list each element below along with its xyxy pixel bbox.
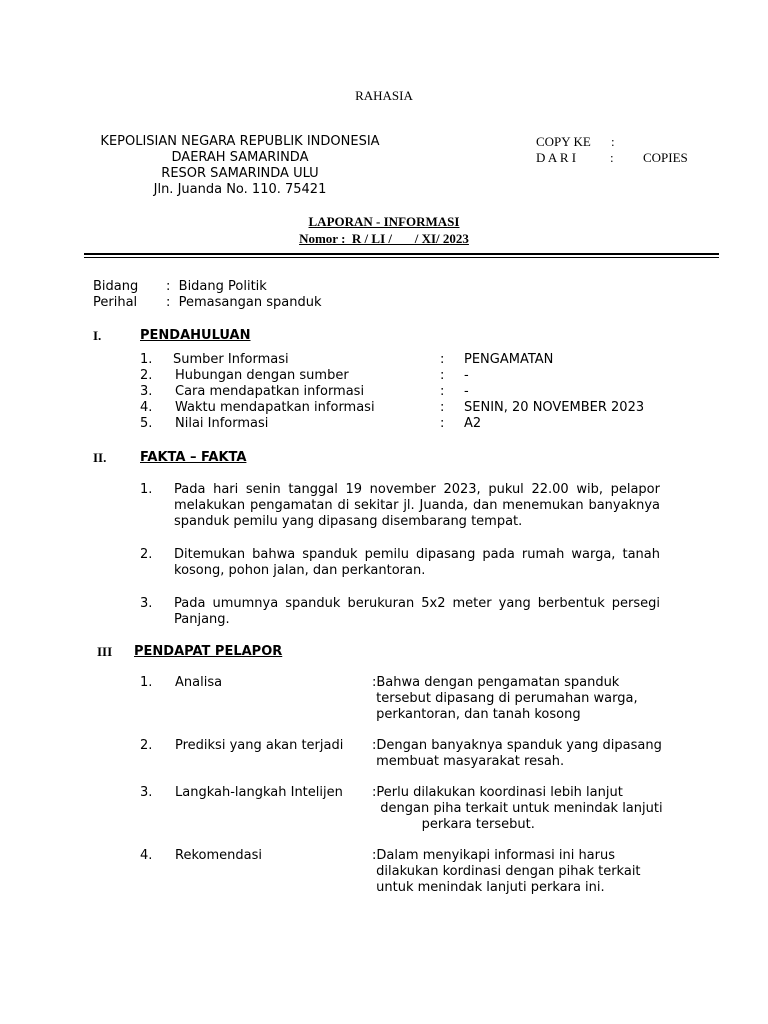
opinion-label: Prediksi yang akan terjadi bbox=[175, 738, 344, 753]
list-item-colon: : bbox=[440, 384, 445, 399]
list-item-number: 1. bbox=[140, 352, 153, 367]
perihal-label: Perihal bbox=[93, 295, 138, 310]
copy-label: COPY KE bbox=[536, 134, 591, 149]
section2-numeral: II. bbox=[93, 450, 107, 465]
opinion-number: 4. bbox=[140, 848, 153, 863]
section1-numeral: I. bbox=[93, 328, 102, 343]
opinion-line: :Dalam menyikapi informasi ini harus bbox=[372, 848, 616, 863]
list-item-colon: : bbox=[440, 416, 445, 431]
opinion-label: Langkah-langkah Intelijen bbox=[175, 785, 343, 800]
opinion-line: untuk menindak lanjuti perkara ini. bbox=[372, 880, 605, 895]
opinion-line: dengan piha terkait untuk menindak lanjuti bbox=[372, 801, 663, 816]
dari-row bbox=[536, 150, 691, 166]
opinion-number: 2. bbox=[140, 738, 153, 753]
list-item-number: 2. bbox=[140, 368, 153, 383]
opinion-number: 3. bbox=[140, 785, 153, 800]
list-item-value: PENGAMATAN bbox=[464, 352, 554, 367]
section1-title: PENDAHULUAN bbox=[140, 328, 251, 343]
fact-text: Pada hari senin tanggal 19 november 2023, pukul 22.00 wib, pelapor melakukan pengamatan di sekitar jl. Juanda, dan menemukan banyaknya spanduk pemilu yang dipasang disembarang tempat. bbox=[174, 482, 660, 529]
opinion-number: 1. bbox=[140, 675, 153, 690]
opinion-line: dilakukan kordinasi dengan pihak terkait bbox=[372, 864, 641, 879]
list-item-colon: : bbox=[440, 352, 445, 367]
bidang-value: : Bidang Politik bbox=[166, 279, 267, 294]
perihal-value: : Pemasangan spanduk bbox=[166, 295, 322, 310]
opinion-line: :Perlu dilakukan koordinasi lebih lanjut bbox=[372, 785, 623, 800]
title-rule-thin bbox=[84, 257, 719, 258]
fact-text: Pada umumnya spanduk berukuran 5x2 meter yang berbentuk persegi Panjang. bbox=[174, 596, 660, 627]
section3-numeral: III bbox=[97, 644, 113, 659]
list-item-number: 5. bbox=[140, 416, 153, 431]
report-title: LAPORAN - INFORMASI bbox=[308, 214, 460, 229]
list-item-colon: : bbox=[440, 368, 445, 383]
report-number: Nomor : R / LI / / XI/ 2023 bbox=[299, 231, 469, 246]
fact-number: 2. bbox=[140, 547, 153, 562]
list-item-number: 3. bbox=[140, 384, 153, 399]
org-resor: RESOR SAMARINDA ULU bbox=[161, 166, 319, 181]
list-item-value: A2 bbox=[464, 416, 482, 431]
dari-label: D A R I bbox=[536, 150, 577, 165]
opinion-line: membuat masyarakat resah. bbox=[372, 754, 565, 769]
copies-label: COPIES bbox=[643, 150, 688, 165]
fact-number: 1. bbox=[140, 482, 153, 497]
opinion-line: :Bahwa dengan pengamatan spanduk bbox=[372, 675, 620, 690]
bidang-label: Bidang bbox=[93, 279, 139, 294]
list-item-value: SENIN, 20 NOVEMBER 2023 bbox=[464, 400, 645, 415]
org-name: KEPOLISIAN NEGARA REPUBLIK INDONESIA bbox=[100, 134, 380, 149]
fact-text: Ditemukan bahwa spanduk pemilu dipasang pada rumah warga, tanah kosong, pohon jalan, dan perkantoran. bbox=[174, 547, 660, 578]
list-item-label: Waktu mendapatkan informasi bbox=[175, 400, 375, 415]
opinion-line: perkantoran, dan tanah kosong bbox=[372, 707, 581, 722]
section3-title: PENDAPAT PELAPOR bbox=[134, 644, 283, 659]
list-item-number: 4. bbox=[140, 400, 153, 415]
title-rule-thick bbox=[84, 253, 719, 255]
opinion-label: Rekomendasi bbox=[175, 848, 262, 863]
org-address: Jln. Juanda No. 110. 75421 bbox=[153, 182, 327, 197]
opinion-line: perkara tersebut. bbox=[372, 817, 535, 832]
list-item-label: Nilai Informasi bbox=[175, 416, 269, 431]
dari-colon: : bbox=[610, 150, 614, 165]
copy-colon: : bbox=[611, 134, 615, 149]
opinion-line: tersebut dipasang di perumahan warga, bbox=[372, 691, 638, 706]
list-item-value: - bbox=[464, 384, 469, 399]
classification-label: RAHASIA bbox=[355, 88, 413, 103]
section2-title: FAKTA – FAKTA bbox=[140, 450, 247, 465]
list-item-label: Hubungan dengan sumber bbox=[175, 368, 349, 383]
org-region: DAERAH SAMARINDA bbox=[171, 150, 309, 165]
opinion-line: :Dengan banyaknya spanduk yang dipasang bbox=[372, 738, 662, 753]
list-item-label: Cara mendapatkan informasi bbox=[175, 384, 365, 399]
list-item-value: - bbox=[464, 368, 469, 383]
list-item-label: Sumber Informasi bbox=[173, 352, 289, 367]
opinion-label: Analisa bbox=[175, 675, 223, 690]
list-item-colon: : bbox=[440, 400, 445, 415]
fact-number: 3. bbox=[140, 596, 153, 611]
